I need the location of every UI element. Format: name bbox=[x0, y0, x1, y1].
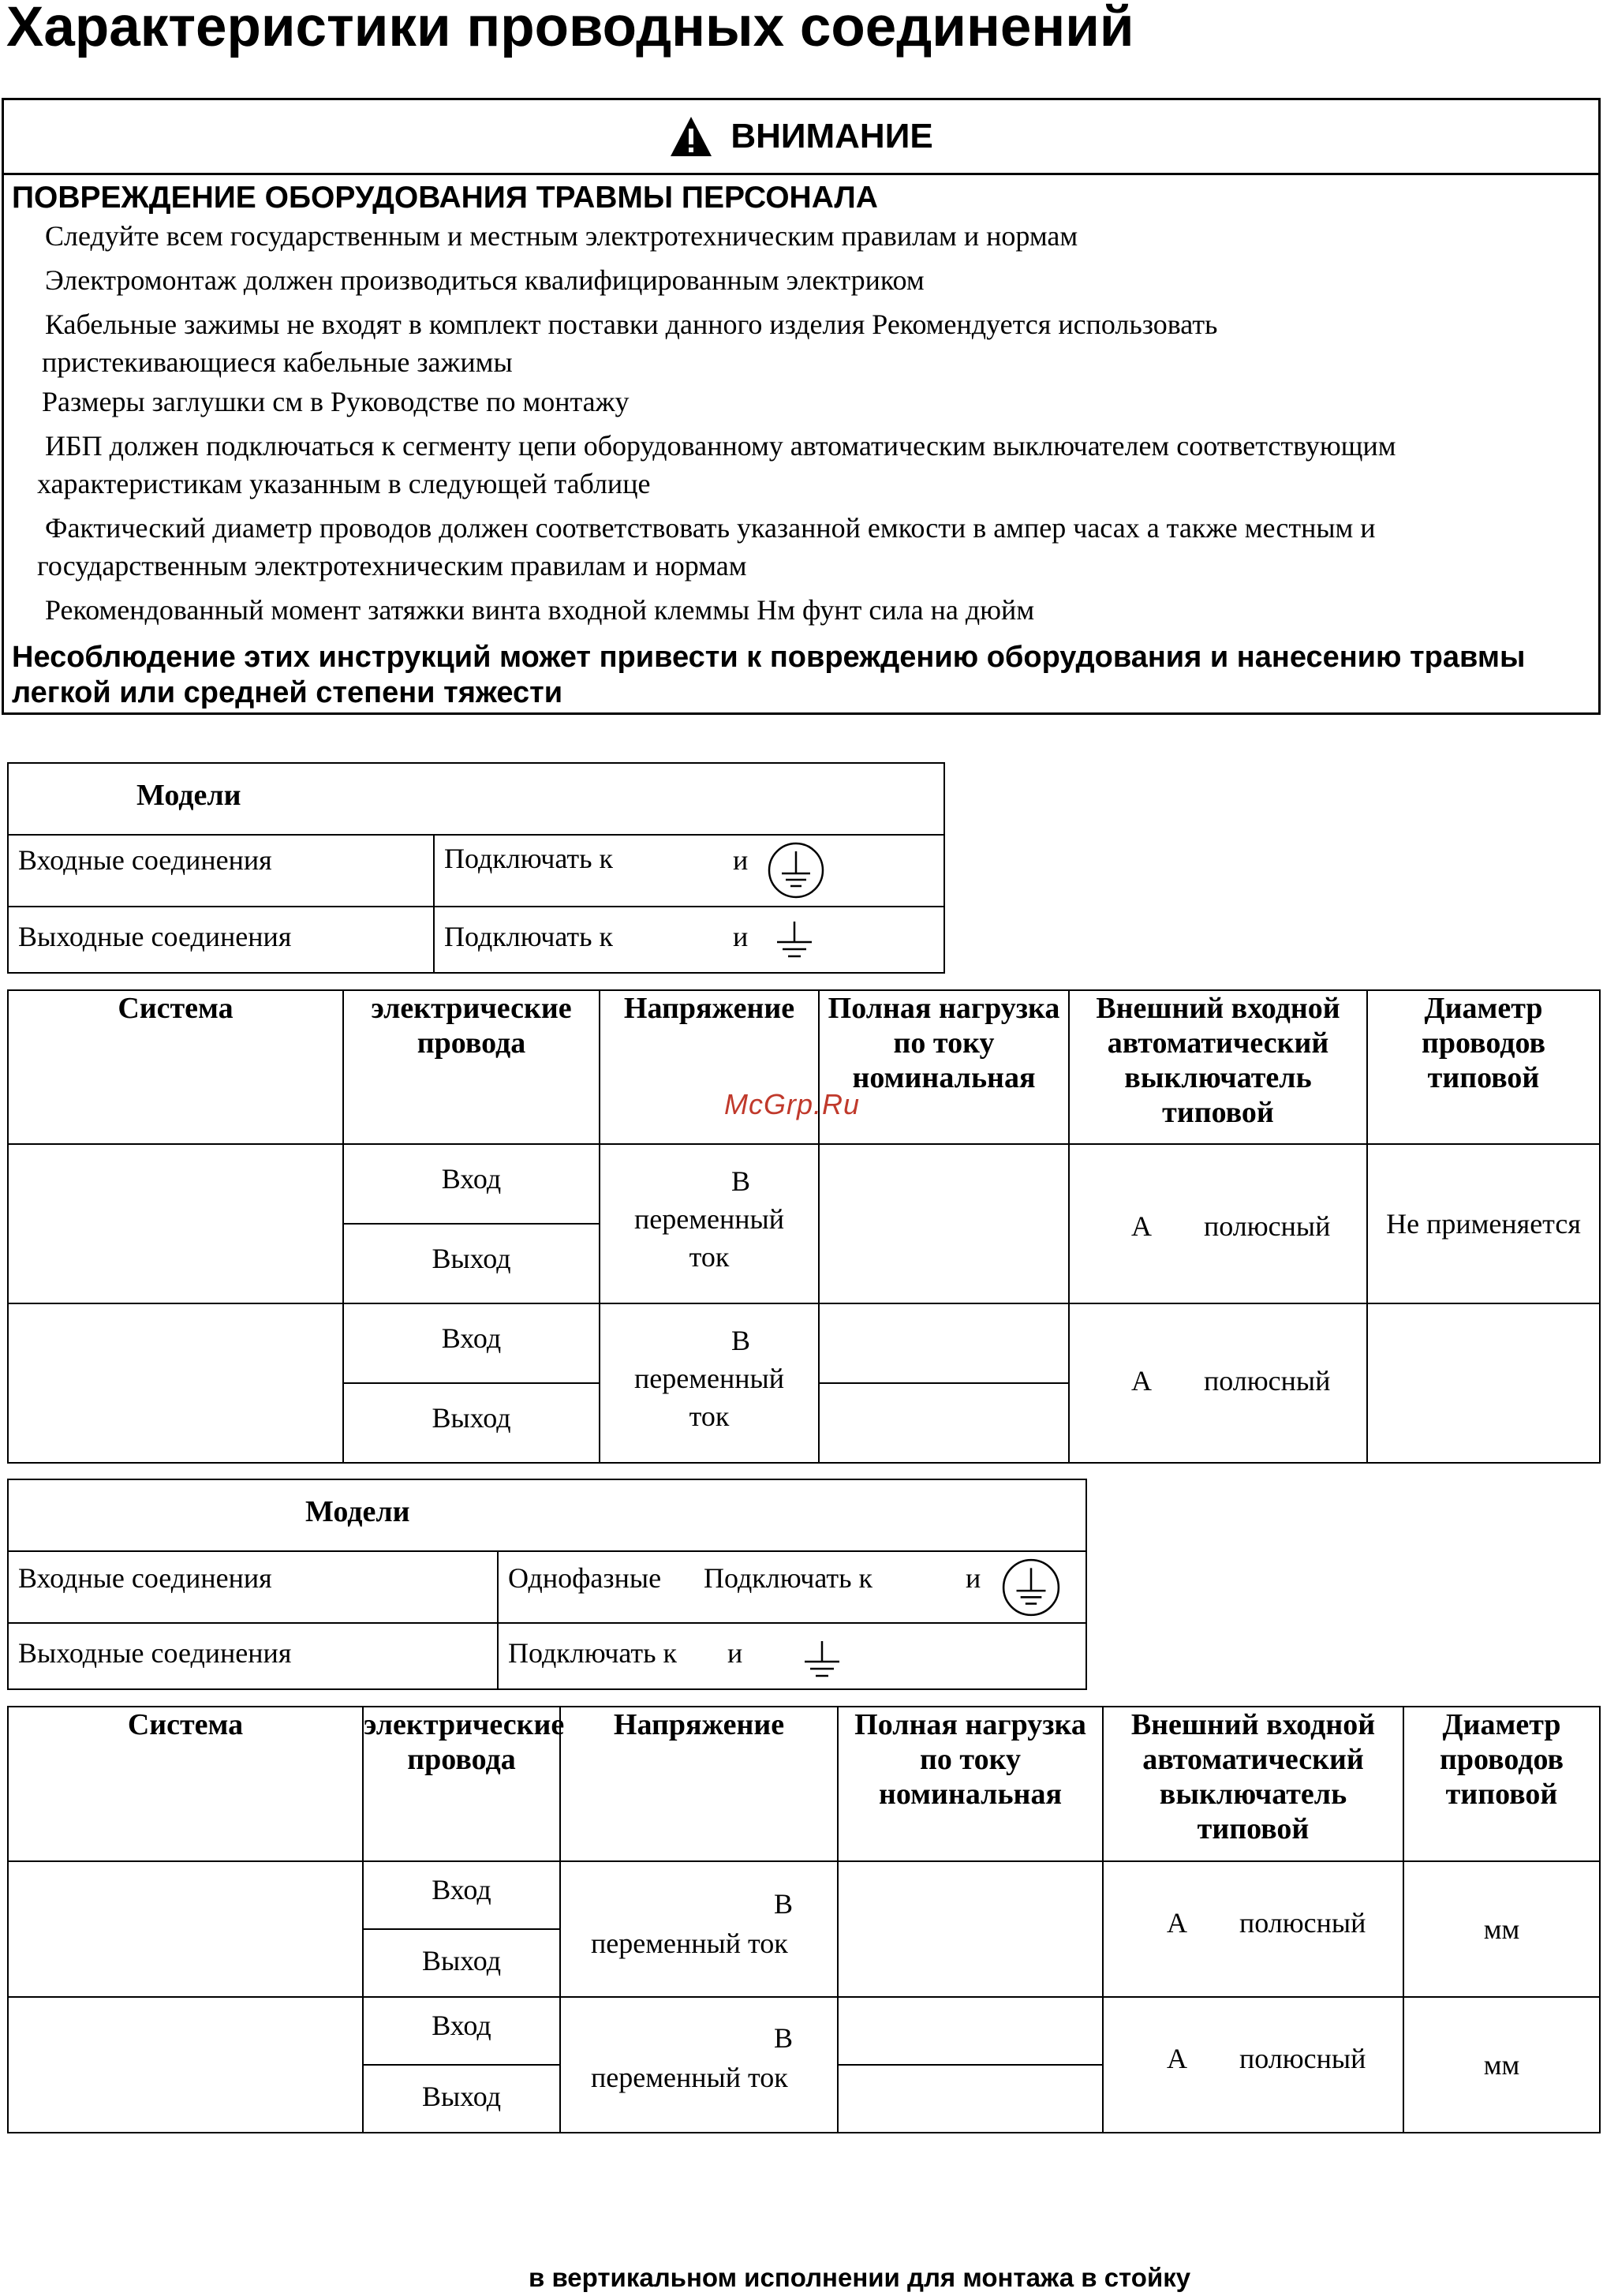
wire-diameter-cell: Не применяется bbox=[1367, 1144, 1600, 1303]
and-text: и bbox=[733, 844, 749, 876]
warning-line: Фактический диаметр проводов должен соответствовать указанной емкости в ампер часах а также местным и bbox=[45, 512, 1376, 544]
protective-earth-icon bbox=[1000, 1557, 1062, 1618]
voltage-unit: В bbox=[731, 1325, 750, 1356]
col-header-voltage: Напряжение bbox=[600, 990, 819, 1144]
full-load-cell bbox=[819, 1144, 1069, 1303]
col-header-wire-diameter: Диаметр проводов типовой bbox=[1367, 990, 1600, 1144]
col-header-full-load: Полная нагрузка по току номинальная bbox=[819, 990, 1069, 1144]
models-header: Модели bbox=[8, 1479, 1086, 1551]
breaker-cell bbox=[1103, 1861, 1403, 1997]
full-load-cell bbox=[838, 1997, 1103, 2065]
breaker-cell bbox=[1103, 1997, 1403, 2133]
warning-hazard: ПОВРЕЖДЕНИЕ ОБОРУДОВАНИЯ ТРАВМЫ ПЕРСОНАЛА bbox=[12, 181, 878, 215]
warning-line: Рекомендованный момент затяжки винта входной клеммы Нм фунт сила на дюйм bbox=[45, 594, 1035, 626]
system-cell bbox=[8, 1997, 363, 2133]
voltage-cell bbox=[600, 1144, 819, 1303]
col-header-wires: электрические провода bbox=[343, 990, 600, 1144]
col-header-breaker: Внешний входной автоматический выключатель типовой bbox=[1103, 1707, 1403, 1861]
phase-text: Однофазные bbox=[508, 1562, 662, 1594]
voltage-type: переменный ток bbox=[591, 1928, 788, 1959]
warning-line: государственным электротехническим правилам и нормам bbox=[37, 550, 747, 581]
breaker-unit: А bbox=[1167, 1907, 1187, 1939]
connect-to-text: Подключать к bbox=[508, 1637, 678, 1669]
wire-input-label: Вход bbox=[363, 1861, 560, 1929]
wire-output-label: Выход bbox=[343, 1383, 600, 1463]
connect-to-text: Подключать к bbox=[704, 1562, 873, 1594]
warning-line: Электромонтаж должен производиться квалифицированным электриком bbox=[45, 264, 925, 296]
and-text: и bbox=[966, 1562, 981, 1594]
warning-line: Кабельные зажимы не входят в комплект поставки данного изделия Рекомендуется использовать bbox=[45, 309, 1218, 340]
wire-diameter-cell: мм bbox=[1403, 1861, 1600, 1997]
warning-box bbox=[2, 98, 1601, 715]
protective-earth-icon bbox=[766, 840, 826, 900]
connect-to-text: Подключать к bbox=[444, 843, 614, 874]
input-connections-label: Входные соединения bbox=[8, 835, 434, 907]
full-load-cell bbox=[838, 1861, 1103, 1997]
voltage-unit: В bbox=[774, 2022, 794, 2054]
col-header-full-load: Полная нагрузка по току номинальная bbox=[838, 1707, 1103, 1861]
voltage-unit: В bbox=[774, 1888, 794, 1920]
system-cell bbox=[8, 1144, 343, 1303]
breaker-unit: А bbox=[1131, 1210, 1152, 1242]
warning-line: характеристикам указанным в следующей таблице bbox=[37, 468, 651, 499]
spec-table-2 bbox=[7, 1706, 1601, 2133]
and-text: и bbox=[733, 921, 749, 952]
input-connections-value bbox=[434, 835, 944, 907]
wire-diameter-cell: мм bbox=[1403, 1997, 1600, 2133]
col-header-wire-diameter: Диаметр проводов типовой bbox=[1403, 1707, 1600, 1861]
system-cell bbox=[8, 1303, 343, 1463]
wire-output-label: Выход bbox=[343, 1224, 600, 1303]
output-connections-label: Выходные соединения bbox=[8, 907, 434, 973]
system-cell bbox=[8, 1861, 363, 1997]
col-header-wires: электрические провода bbox=[363, 1707, 560, 1861]
ground-icon bbox=[800, 1638, 844, 1682]
breaker-unit: А bbox=[1131, 1365, 1152, 1397]
wire-input-label: Вход bbox=[343, 1144, 600, 1224]
warning-line: Размеры заглушки см в Руководстве по монтажу bbox=[42, 386, 630, 417]
warning-footer: Несоблюдение этих инструкций может привести к повреждению оборудования и нанесению травмы легкой или средней степени тяжести bbox=[12, 641, 1526, 709]
voltage-type: переменный ток bbox=[634, 1363, 784, 1432]
warning-header bbox=[4, 100, 1598, 175]
full-load-cell bbox=[819, 1303, 1069, 1383]
voltage-cell bbox=[600, 1303, 819, 1463]
input-connections-value bbox=[498, 1551, 1086, 1623]
voltage-type: переменный ток bbox=[591, 2062, 788, 2093]
breaker-cell bbox=[1069, 1303, 1367, 1463]
col-header-system: Система bbox=[8, 1707, 363, 1861]
warning-line: ИБП должен подключаться к сегменту цепи оборудованному автоматическим выключателем соответствующим bbox=[45, 430, 1396, 462]
col-header-breaker: Внешний входной автоматический выключатель типовой bbox=[1069, 990, 1367, 1144]
warning-triangle-icon bbox=[669, 115, 713, 158]
warning-line: пристекивающиеся кабельные зажимы bbox=[42, 346, 513, 378]
footer-text: в вертикальном исполнении для монтажа в стойку bbox=[529, 2263, 1191, 2292]
breaker-pole: полюсный bbox=[1239, 1907, 1366, 1939]
voltage-type: переменный ток bbox=[634, 1203, 784, 1273]
models-table-2 bbox=[7, 1479, 1087, 1690]
input-connections-label: Входные соединения bbox=[8, 1551, 498, 1623]
wire-output-label: Выход bbox=[363, 1929, 560, 1997]
ground-icon bbox=[772, 918, 816, 963]
breaker-cell bbox=[1069, 1144, 1367, 1303]
output-connections-value bbox=[434, 907, 944, 973]
output-connections-label: Выходные соединения bbox=[8, 1623, 498, 1689]
and-text: и bbox=[727, 1637, 743, 1669]
voltage-cell bbox=[560, 1861, 838, 1997]
output-connections-value bbox=[498, 1623, 1086, 1689]
wire-input-label: Вход bbox=[363, 1997, 560, 2065]
breaker-pole: полюсный bbox=[1204, 1210, 1331, 1242]
wire-input-label: Вход bbox=[343, 1303, 600, 1383]
voltage-cell bbox=[560, 1997, 838, 2133]
voltage-unit: В bbox=[731, 1165, 750, 1197]
warning-line: Следуйте всем государственным и местным электротехническим правилам и нормам bbox=[45, 220, 1078, 252]
breaker-pole: полюсный bbox=[1239, 2043, 1366, 2074]
models-header: Модели bbox=[8, 763, 944, 835]
watermark: McGrp.Ru bbox=[724, 1088, 861, 1120]
col-header-system: Система bbox=[8, 990, 343, 1144]
models-table-1 bbox=[7, 762, 945, 974]
full-load-cell bbox=[838, 2065, 1103, 2133]
warning-title: ВНИМАНИЕ bbox=[731, 117, 933, 155]
wire-diameter-cell bbox=[1367, 1303, 1600, 1463]
connect-to-text: Подключать к bbox=[444, 921, 614, 952]
breaker-unit: А bbox=[1167, 2043, 1187, 2074]
full-load-cell bbox=[819, 1383, 1069, 1463]
page-title: Характеристики проводных соединений bbox=[6, 0, 1134, 58]
spec-table-1 bbox=[7, 989, 1601, 1464]
col-header-voltage: Напряжение bbox=[560, 1707, 838, 1861]
wire-output-label: Выход bbox=[363, 2065, 560, 2133]
breaker-pole: полюсный bbox=[1204, 1365, 1331, 1397]
